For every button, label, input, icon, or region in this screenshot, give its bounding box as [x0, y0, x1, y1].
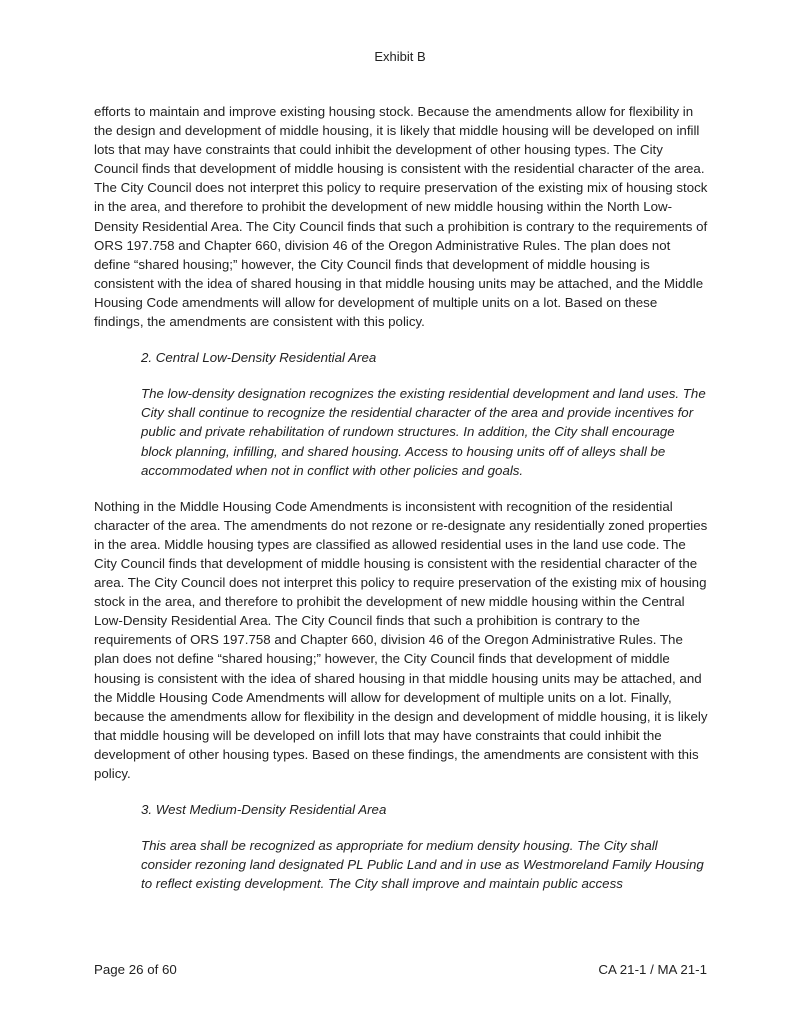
document-body	[94, 102, 708, 910]
section-heading-west-medium-density: 3. West Medium-Density Residential Area	[141, 802, 387, 818]
page-number: Page 26 of 60	[94, 962, 177, 977]
page-header: Exhibit B	[374, 49, 426, 64]
body-paragraph-1: efforts to maintain and improve existing housing stock. Because the amendments allow for flexibility in the design and development of middle housing, it is likely that middle housing will be developed on infill lots that may have constraints that could inhibit the development of other housing types. The City Council finds that development of middle housing is consistent with the residential character of the area. The City Council does not interpret this policy to require preservation of the existing mix of housing stock in the area, and therefore to prohibit the development of new middle housing within the North Low-Density Residential Area. The City Council finds that such a prohibition is contrary to the requirements of ORS 197.758 and Chapter 660, division 46 of the Oregon Administrative Rules. The plan does not define “shared housing;” however, the City Council finds that development of middle housing is consistent with the idea of shared housing in that middle housing units may be attached, and the Middle Housing Code amendments will allow for development of multiple units on a lot. Based on these findings, the amendments are consistent with this policy.	[94, 104, 708, 330]
policy-quote-central-low-density: The low-density designation recognizes the existing residential development and land uses. The City shall continue to recognize the residential character of the area and provide incentives for public and private rehabilitation of rundown structures. In addition, the City shall encourage block planning, infilling, and shared housing. Access to housing units off of alleys shall be accommodated when not in conflict with other policies and goals.	[141, 386, 706, 478]
case-number: CA 21-1 / MA 21-1	[598, 962, 707, 977]
section-heading-central-low-density: 2. Central Low-Density Residential Area	[141, 350, 377, 366]
policy-quote-west-medium-density: This area shall be recognized as appropriate for medium density housing. The City shall consider rezoning land designated PL Public Land and in use as Westmoreland Family Housing to reflect existing development. The City shall improve and maintain public access	[141, 838, 704, 892]
body-paragraph-2: Nothing in the Middle Housing Code Amendments is inconsistent with recognition of the residential character of the area. The amendments do not rezone or re-designate any residentially zoned properties in the area. Middle housing types are classified as allowed residential uses in the land use code. The City Council finds that development of middle housing is consistent with the residential character of the area. The City Council does not interpret this policy to require preservation of the existing mix of housing stock in the area, and therefore to prohibit the development of new middle housing within the Central Low-Density Residential Area. The City Council finds that such a prohibition is contrary to the requirements of ORS 197.758 and Chapter 660, division 46 of the Oregon Administrative Rules. The plan does not define “shared housing;” however, the City Council finds that development of middle housing is consistent with the idea of shared housing in that middle housing units may be attached, and the Middle Housing Code Amendments will allow for development of multiple units on a lot. Finally, because the amendments allow for flexibility in the design and development of middle housing, it is likely that middle housing will be developed on infill lots that may have constraints that could inhibit the development of other housing types. Based on these findings, the amendments are consistent with this policy.	[94, 498, 708, 781]
